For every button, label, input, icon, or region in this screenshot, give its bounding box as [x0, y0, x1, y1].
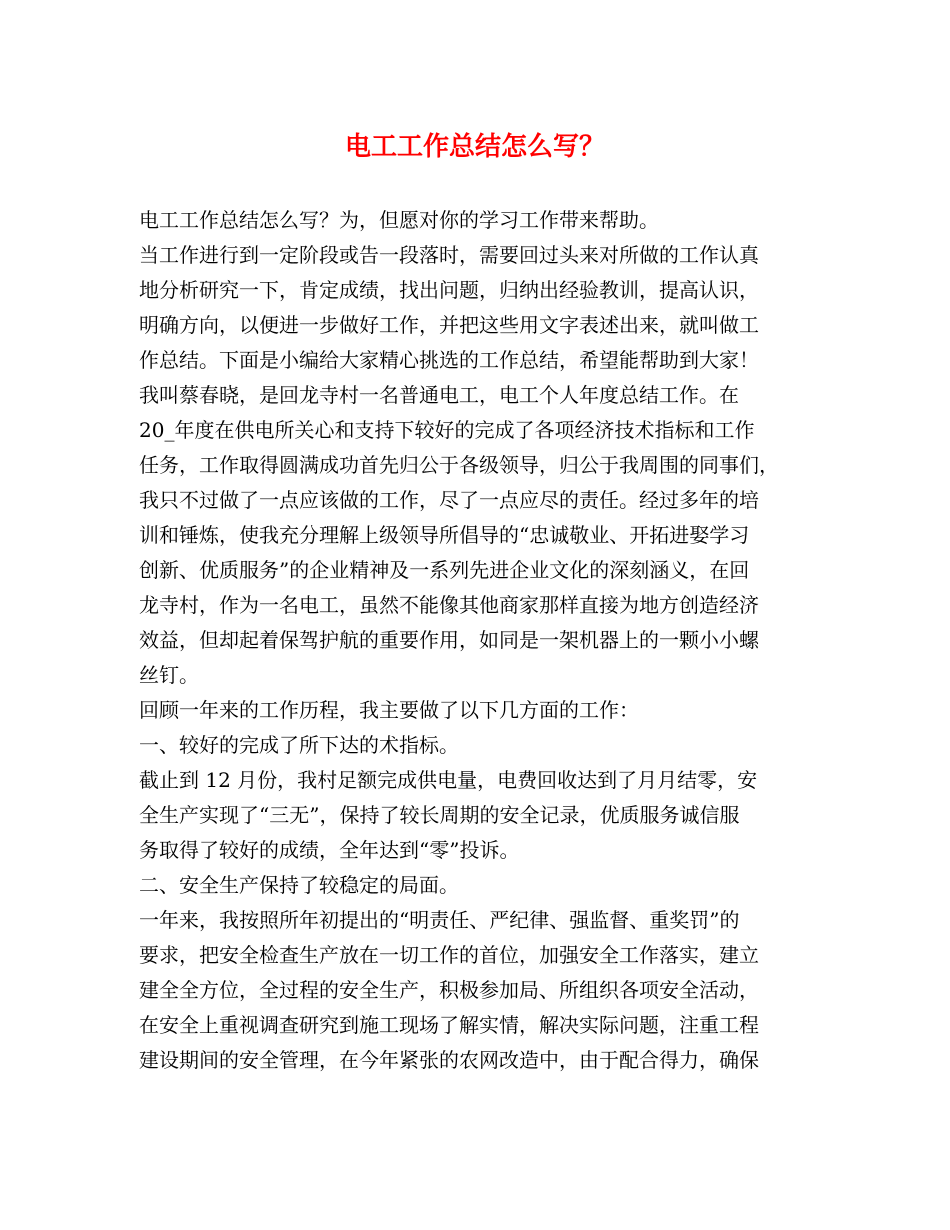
- paragraph-line-23: 建全全方位，全过程的安全生产，积极参加局、所组织各项安全活动，: [139, 978, 759, 1002]
- section-heading-2: 二、安全生产保持了较稳定的局面。: [139, 873, 459, 897]
- paragraph-line-19: 务取得了较好的成绩，全年达到“零”投诉。: [139, 838, 520, 862]
- paragraph-line-5: 作总结。下面是小编给大家精心挑选的工作总结，希望能帮助到大家！: [139, 348, 759, 372]
- paragraph-line-21: 一年来，我按照所年初提出的“明责任、严纪律、强监督、重奖罚”的: [139, 908, 740, 932]
- paragraph-line-3: 地分析研究一下，肯定成绩，找出问题，归纳出经验教训，提高认识，: [139, 278, 759, 302]
- paragraph-line-22: 要求，把安全检查生产放在一切工作的首位，加强安全工作落实，建立: [139, 943, 759, 967]
- document-title: 电工工作总结怎么写？: [344, 132, 605, 162]
- paragraph-line-15: 回顾一年来的工作历程，我主要做了以下几方面的工作：: [139, 698, 639, 722]
- paragraph-line-12: 龙寺村，作为一名电工，虽然不能像其他商家那样直接为地方创造经济: [139, 593, 759, 617]
- paragraph-line-9: 我只不过做了一点应该做的工作，尽了一点应尽的责任。经过多年的培: [139, 488, 759, 512]
- paragraph-line-2: 当工作进行到一定阶段或告一段落时，需要回过头来对所做的工作认真: [139, 243, 759, 267]
- paragraph-line-14: 丝钉。: [139, 663, 199, 687]
- paragraph-line-25: 建设期间的安全管理，在今年紧张的农网改造中，由于配合得力，确保: [139, 1048, 759, 1072]
- paragraph-line-8: 任务，工作取得圆满成功首先归公于各级领导，归公于我周围的同事们，: [139, 453, 779, 477]
- paragraph-line-17: 截止到 12 月份，我村足额完成供电量，电费回收达到了月月结零，安: [139, 768, 758, 792]
- paragraph-line-1: 电工工作总结怎么写？为，但愿对你的学习工作带来帮助。: [139, 208, 659, 232]
- paragraph-line-4: 明确方向，以便进一步做好工作，并把这些用文字表述出来，就叫做工: [139, 313, 759, 337]
- paragraph-line-11: 创新、优质服务”的企业精神及一系列先进企业文化的深刻涵义，在回: [139, 558, 750, 582]
- paragraph-line-13: 效益，但却起着保驾护航的重要作用，如同是一架机器上的一颗小小螺: [139, 628, 759, 652]
- paragraph-line-24: 在安全上重视调查研究到施工现场了解实情，解决实际问题，注重工程: [139, 1013, 759, 1037]
- paragraph-line-6: 我叫蔡春晓，是回龙寺村一名普通电工，电工个人年度总结工作。在: [139, 383, 739, 407]
- paragraph-line-18: 全生产实现了“三无”，保持了较长周期的安全记录，优质服务诚信服: [139, 803, 740, 827]
- paragraph-line-7: 20_年度在供电所关心和支持下较好的完成了各项经济技术指标和工作: [139, 418, 755, 442]
- paragraph-line-10: 训和锤炼，使我充分理解上级领导所倡导的“忠诚敬业、开拓进娶学习: [139, 523, 750, 547]
- section-heading-1: 一、较好的完成了所下达的术指标。: [139, 733, 459, 757]
